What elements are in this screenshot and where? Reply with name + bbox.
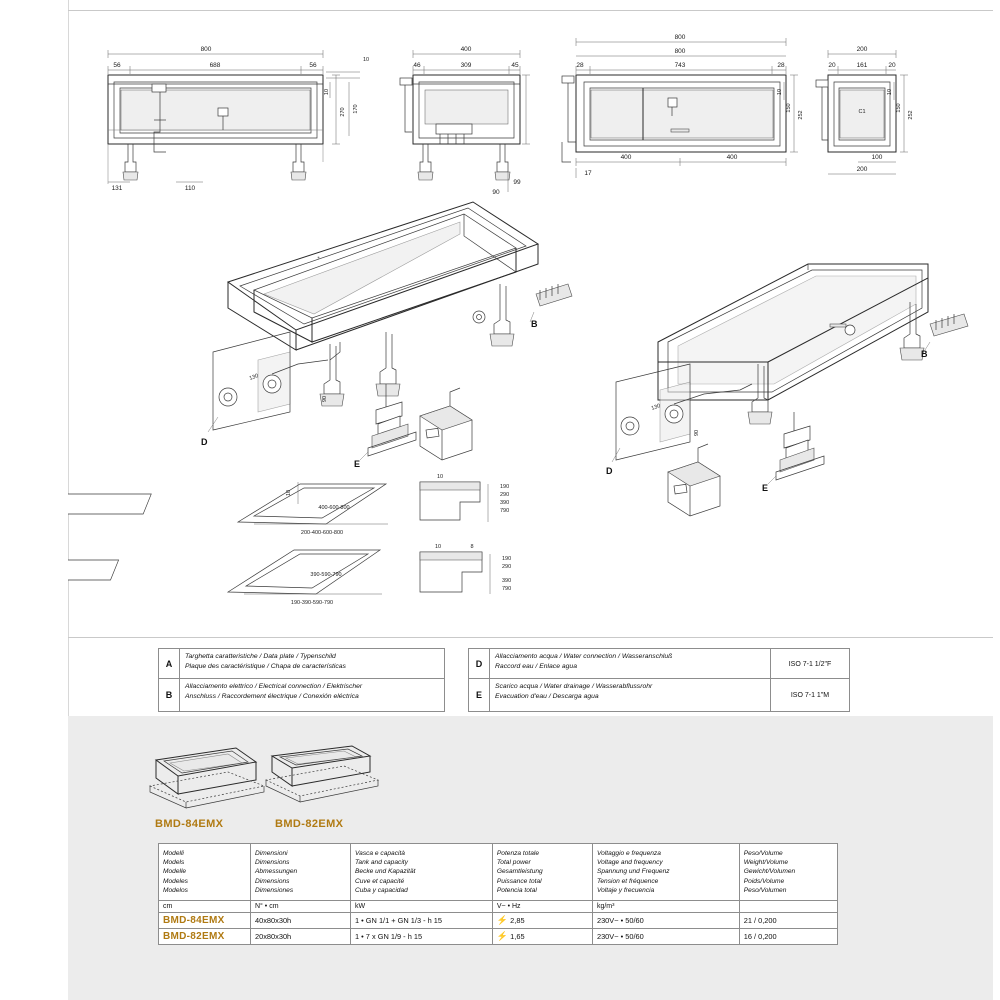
- legend-key-d: D: [469, 649, 490, 679]
- front-section-view: [108, 46, 369, 192]
- unit-voltage: kg/m³: [592, 901, 739, 913]
- svg-text:688: 688: [209, 62, 221, 69]
- legend-item-d: [468, 648, 850, 680]
- header-voltage-l5: Voltaje y frecuencia: [596, 887, 655, 895]
- header-power: [492, 844, 592, 901]
- svg-text:200: 200: [856, 46, 868, 53]
- svg-text:390-590-790: 390-590-790: [310, 572, 342, 578]
- svg-text:20: 20: [828, 62, 836, 69]
- svg-text:800: 800: [200, 46, 212, 53]
- model-label-bmd82: BMD-82EMX: [275, 818, 344, 830]
- row-dimensions-bmd82: 20x80x30h: [251, 929, 351, 945]
- mid-divider-rule: [68, 637, 993, 638]
- header-tank-l5: Cuba y capacidad: [355, 887, 408, 895]
- row-tank-bmd82: 1 • 7 x GN 1/9 - h 15: [351, 929, 493, 945]
- legend-text-e-line1: Scarico acqua / Water drainage / Wasserabflussrohr: [495, 683, 653, 690]
- row-power-value-bmd82: 1,65: [510, 932, 525, 941]
- table-row: [159, 929, 838, 945]
- svg-text:400: 400: [726, 154, 738, 161]
- svg-text:10: 10: [286, 489, 292, 496]
- legend-text-b: [180, 679, 444, 711]
- svg-text:800: 800: [674, 34, 686, 41]
- legend-key-e: E: [469, 679, 490, 711]
- isometric-right-unit: [606, 264, 968, 516]
- svg-text:D: D: [606, 466, 613, 476]
- legend-text-d: [490, 649, 770, 679]
- legend-item-a: [158, 648, 445, 680]
- svg-text:270: 270: [340, 107, 346, 117]
- svg-text:110: 110: [184, 185, 196, 192]
- legend-norm-d: ISO 7-1 1/2"F: [770, 649, 849, 679]
- model-gallery: [140, 738, 440, 830]
- header-weight-l3: Gewicht/Volumen: [743, 868, 796, 876]
- svg-text:400-600-800: 400-600-800: [318, 505, 350, 511]
- row-power-bmd82: [492, 929, 592, 945]
- svg-text:28: 28: [777, 62, 785, 69]
- svg-text:390: 390: [502, 578, 512, 584]
- svg-text:743: 743: [674, 62, 686, 69]
- svg-text:46: 46: [413, 62, 421, 69]
- legend-text-a-line2: Plaque des caractéristique / Chapa de características: [185, 662, 346, 670]
- svg-text:252: 252: [798, 110, 804, 120]
- svg-text:130: 130: [650, 403, 662, 412]
- header-tank: [351, 844, 493, 901]
- header-tank-l2: Tank and capacity: [355, 858, 408, 866]
- header-tank-l3: Becke und Kapazität: [355, 868, 416, 876]
- svg-text:200: 200: [856, 166, 868, 173]
- spec-table-header-row: [159, 844, 838, 901]
- header-power-l5: Potencia total: [496, 887, 537, 895]
- svg-text:130: 130: [248, 373, 260, 382]
- svg-text:400: 400: [620, 154, 632, 161]
- row-dimensions-bmd84: 40x80x30h: [251, 913, 351, 929]
- legend-block: [158, 648, 848, 713]
- row-voltage-bmd84: 230V~ • 50/60: [592, 913, 739, 929]
- legend-text-d-line1: Allacciamento acqua / Water connection / Wasseranschluß: [495, 653, 673, 660]
- svg-text:28: 28: [576, 62, 584, 69]
- header-power-l4: Puissance total: [496, 877, 542, 885]
- svg-text:400: 400: [460, 46, 472, 53]
- svg-text:C1: C1: [858, 109, 866, 115]
- unit-models: cm: [159, 901, 251, 913]
- svg-text:E: E: [762, 483, 769, 493]
- cutout-detail-lower: [68, 544, 511, 606]
- svg-text:D: D: [201, 437, 208, 447]
- header-power-l2: Total power: [496, 858, 531, 866]
- svg-text:150: 150: [786, 103, 792, 113]
- header-tank-l4: Cuve et capacité: [355, 877, 405, 885]
- unit-dimensions: N° • cm: [251, 901, 351, 913]
- legend-item-e: [468, 678, 850, 712]
- header-dimensions-l4: Dimensions: [255, 877, 290, 885]
- svg-text:131: 131: [111, 185, 123, 192]
- header-models-l3: Modelle: [163, 868, 187, 876]
- side-section-view: [400, 46, 530, 196]
- svg-text:390: 390: [500, 500, 510, 506]
- header-weight-l1: Peso/Volume: [743, 849, 783, 857]
- svg-text:10: 10: [324, 88, 330, 96]
- svg-text:10: 10: [777, 88, 783, 96]
- header-voltage: [592, 844, 739, 901]
- isometric-left-unit: [201, 202, 572, 469]
- svg-text:B: B: [531, 319, 538, 329]
- row-tank-bmd84: 1 • GN 1/1 + GN 1/3 - h 15: [351, 913, 493, 929]
- svg-text:190: 190: [500, 484, 510, 490]
- header-dimensions-l5: Dimensiones: [255, 887, 294, 895]
- header-dimensions: [251, 844, 351, 901]
- svg-text:90: 90: [492, 189, 500, 196]
- svg-text:200-400-600-800: 200-400-600-800: [300, 530, 344, 536]
- top-view-200: [816, 46, 914, 174]
- svg-text:56: 56: [113, 62, 121, 69]
- svg-text:790: 790: [500, 508, 510, 514]
- row-model-bmd84: BMD-84EMX: [159, 913, 251, 929]
- header-voltage-l3: Spannung und Frequenz: [596, 868, 670, 876]
- legend-item-b: [158, 678, 445, 712]
- legend-text-a-line1: Targhetta caratteristiche / Data plate / Typenschild: [185, 653, 336, 660]
- technical-drawing-area: [68, 12, 993, 632]
- unit-weight: [739, 901, 837, 913]
- legend-key-b: B: [159, 679, 180, 711]
- svg-text:20: 20: [888, 62, 896, 69]
- row-weight-bmd84: 21 / 0,200: [739, 913, 837, 929]
- legend-text-b-line1: Allacciamento elettrico / Electrical connection / Elektrischer: [185, 683, 363, 690]
- legend-text-b-line2: Anschluss / Raccordement électrique / Conexión eléctrica: [185, 692, 359, 700]
- svg-text:10: 10: [434, 544, 442, 550]
- header-dimensions-l3: Abmessungen: [255, 868, 298, 876]
- legend-text-d-line2: Raccord eau / Enlace agua: [495, 662, 577, 670]
- svg-text:B: B: [921, 349, 928, 359]
- svg-text:290: 290: [502, 564, 512, 570]
- svg-text:100: 100: [871, 154, 883, 161]
- power-bolt-icon: ⚡: [496, 931, 509, 941]
- svg-text:56: 56: [309, 62, 317, 69]
- header-power-l1: Potenza totale: [496, 849, 540, 857]
- row-power-value-bmd84: 2,85: [510, 916, 525, 925]
- header-dimensions-l2: Dimensions: [255, 858, 290, 866]
- legend-key-a: A: [159, 649, 180, 679]
- header-weight-l4: Poids/Volume: [743, 877, 785, 885]
- svg-text:99: 99: [513, 179, 521, 186]
- svg-text:190: 190: [502, 556, 512, 562]
- header-tank-l1: Vasca e capacità: [355, 849, 405, 857]
- header-voltage-l2: Voltage and frequency: [596, 858, 663, 866]
- svg-text:161: 161: [856, 62, 868, 69]
- row-weight-bmd82: 16 / 0,200: [739, 929, 837, 945]
- svg-text:10: 10: [887, 88, 893, 96]
- model-label-bmd84: BMD-84EMX: [155, 818, 224, 830]
- header-models-l2: Models: [163, 858, 185, 866]
- svg-text:790: 790: [502, 586, 512, 592]
- top-view-800: [562, 34, 804, 178]
- unit-power: V~ • Hz: [492, 901, 592, 913]
- top-divider-rule: [68, 10, 993, 11]
- svg-text:8: 8: [470, 544, 474, 550]
- model-thumb-bmd82: [266, 746, 378, 802]
- header-models-l1: Modelli: [163, 849, 184, 857]
- header-dimensions-l1: Dimensioni: [255, 849, 288, 857]
- svg-text:170: 170: [353, 104, 359, 114]
- svg-text:10: 10: [436, 474, 444, 480]
- svg-text:17: 17: [584, 170, 592, 177]
- svg-text:150: 150: [896, 103, 902, 113]
- model-thumb-bmd84: [150, 748, 264, 808]
- legend-text-e-line2: Evacuation d'eau / Descarga agua: [495, 692, 599, 700]
- header-weight-l5: Peso/Volumen: [743, 887, 787, 895]
- header-weight-l2: Weight/Volume: [743, 858, 789, 866]
- spec-table: [158, 843, 838, 945]
- power-bolt-icon: ⚡: [496, 915, 509, 925]
- header-power-l3: Gesamtleistung: [496, 868, 543, 876]
- svg-text:309: 309: [460, 62, 472, 69]
- unit-tank: kW: [351, 901, 493, 913]
- svg-text:90: 90: [694, 429, 700, 436]
- header-models: [159, 844, 251, 901]
- header-models-l4: Modeles: [163, 877, 188, 885]
- legend-text-e: [490, 679, 770, 711]
- header-weight: [739, 844, 837, 901]
- row-power-bmd84: [492, 913, 592, 929]
- legend-text-a: [180, 649, 444, 679]
- row-model-bmd82: BMD-82EMX: [159, 929, 251, 945]
- svg-text:90: 90: [322, 395, 328, 402]
- spec-table-unit-row: [159, 901, 838, 913]
- svg-text:252: 252: [908, 110, 914, 120]
- header-voltage-l1: Voltaggio e frequenza: [596, 849, 661, 857]
- left-margin-rail: [0, 0, 69, 1000]
- table-row: [159, 913, 838, 929]
- svg-text:190-390-590-790: 190-390-590-790: [290, 600, 334, 606]
- legend-norm-e: ISO 7-1 1"M: [770, 679, 849, 711]
- header-models-l5: Modelos: [163, 887, 188, 895]
- svg-text:45: 45: [511, 62, 519, 69]
- svg-text:290: 290: [500, 492, 510, 498]
- svg-text:10: 10: [362, 57, 370, 63]
- cutout-detail-upper: [68, 474, 509, 536]
- row-voltage-bmd82: 230V~ • 50/60: [592, 929, 739, 945]
- svg-text:800: 800: [674, 48, 686, 55]
- header-voltage-l4: Tension et fréquence: [596, 877, 659, 885]
- svg-text:E: E: [354, 459, 361, 469]
